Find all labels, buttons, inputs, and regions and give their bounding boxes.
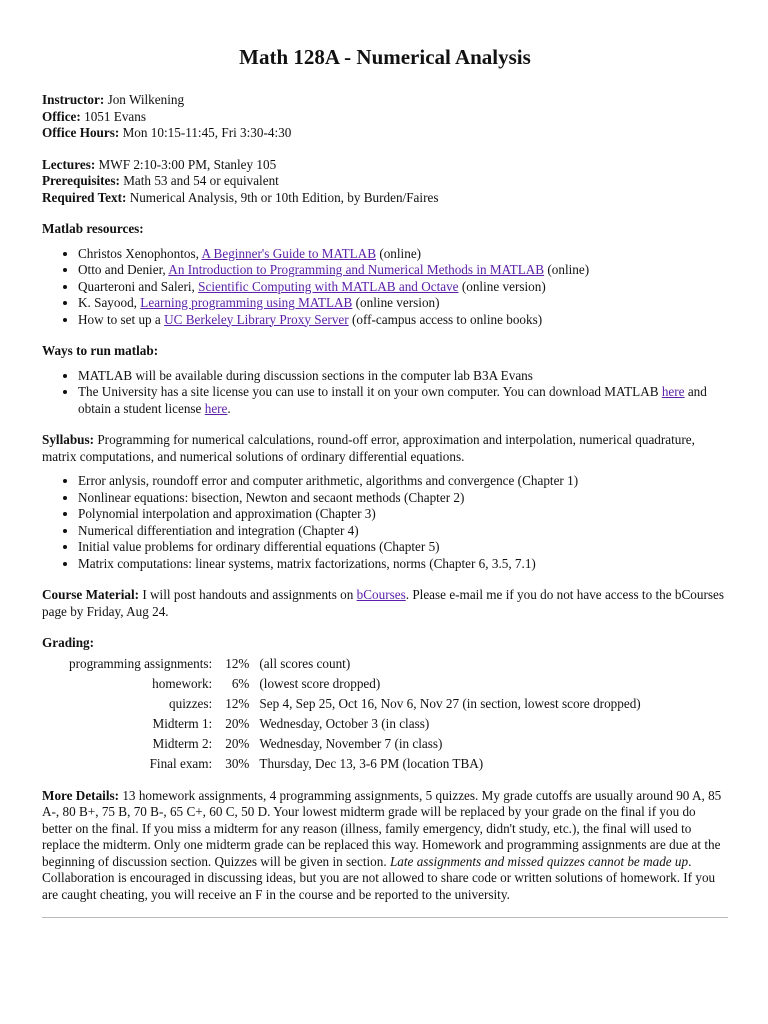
list-item: • The University has a site license you can use to install it on your own computer. You can download MATLAB here and obtain a student license here. [78,384,728,417]
learning-programming-link[interactable]: Learning programming using MATLAB [140,295,353,310]
scientific-computing-link[interactable]: Scientific Computing with MATLAB and Octave [198,278,459,294]
prerequisites-line: Prerequisites: Math 53 and 54 or equivalent [42,173,279,188]
grading-heading: Grading: [42,635,95,650]
library-proxy-link[interactable]: UC Berkeley Library Proxy Server [164,311,349,327]
matlab-resources-list [42,246,728,329]
more-details-paragraph: More Details: 13 homework assignments, 4 programming assignments, 5 quizzes. My grade cutoffs are usually around 90 A, 85 A-, 80 B+, 75 B, 70 B-, 65 C+, 60 C, 50 D. Your lowest midterm grade will be replaced by your grade on the final if you do better on the final. If you miss a midterm for any reason (illness, family emergency, didn't study, etc.), the final will used to replace the midterm. Only one midterm grade can be replaced this way. Homework and programming assignments are due at the beginning of discussion section. Quizzes will be given in section. Late assignments and missed quizzes cannot be made up. Collaboration is encouraged in discussing ideas, but you are not allowed to share code or written solutions of homework. If you are caught cheating, you will receive an F in the course and be reported to the university. [42,787,722,902]
list-item: • K. Sayood, Learning programming using MATLAB (online version) [78,295,728,312]
ways-to-run-heading: Ways to run matlab: [42,343,159,358]
syllabus-paragraph: Syllabus: Programming for numerical calculations, round-off error, approximation and interpolation, numerical quadrature, matrix computations, and numerical solutions of ordinary differential equations. [42,432,695,464]
bcourses-link[interactable]: bCourses [356,587,406,602]
office-line: Office: 1051 Evans [42,108,147,124]
instructor-info [42,92,728,142]
table-row: programming assignments: 12% (all scores count) [69,655,351,671]
list-item: • Matrix computations: linear systems, matrix factorizations, norms (Chapter 6, 3.5, 7.1) [78,556,728,573]
list-item: • Quarteroni and Saleri, Scientific Computing with MATLAB and Octave (online version) [78,279,728,296]
list-item: • Nonlinear equations: bisection, Newton and secaont methods (Chapter 2) [78,490,728,507]
table-row: quizzes: 12% Sep 4, Sep 25, Oct 16, Nov 6, Nov 27 (in section, lowest score dropped) [169,695,641,711]
table-row: homework: 6% (lowest score dropped) [152,675,381,691]
download-matlab-link[interactable]: here [661,384,685,399]
office-hours-line: Office Hours: Mon 10:15-11:45, Fri 3:30-4:30 [42,125,292,140]
ways-to-run-list [42,368,728,418]
page-title: Math 128A - Numerical Analysis [239,45,531,69]
list-item: • How to set up a UC Berkeley Library Proxy Server (off-campus access to online books) [78,312,728,329]
course-info [42,157,728,207]
intro-programming-link[interactable]: An Introduction to Programming and Numerical Methods in MATLAB [168,262,545,277]
student-license-link[interactable]: here [204,400,228,416]
course-material-paragraph: Course Material: I will post handouts and assignments on bCourses. Please e-mail me if you do not have access to the bCourses page by Friday, Aug 24. [42,587,724,619]
table-row: Midterm 1: 20% Wednesday, October 3 (in class) [152,715,430,731]
lectures-line: Lectures: MWF 2:10-3:00 PM, Stanley 105 [42,156,277,172]
list-item: • Polynomial interpolation and approximation (Chapter 3) [78,506,728,523]
table-row: Final exam: 30% Thursday, Dec 13, 3-6 PM (location TBA) [149,755,484,771]
list-item: • MATLAB will be available during discussion sections in the computer lab B3A Evans [78,368,728,385]
matlab-resources-heading: Matlab resources: [42,221,144,236]
beginners-guide-link[interactable]: A Beginner's Guide to MATLAB [201,245,377,261]
required-text-line: Required Text: Numerical Analysis, 9th or 10th Edition, by Burden/Faires [42,189,439,205]
grading-table [64,654,646,774]
list-item: • Otto and Denier, An Introduction to Programming and Numerical Methods in MATLAB (online) [78,262,728,279]
instructor-line: Instructor: Jon Wilkening [42,92,185,107]
list-item: • Initial value problems for ordinary differential equations (Chapter 5) [78,539,728,556]
table-row: Midterm 2: 20% Wednesday, November 7 (in class) [152,735,443,751]
list-item: • Christos Xenophontos, A Beginner's Guide to MATLAB (online) [78,246,728,263]
syllabus-list [42,473,728,572]
footer-divider [42,917,728,918]
list-item: • Numerical differentiation and integration (Chapter 4) [78,523,728,540]
list-item: • Error anlysis, roundoff error and computer arithmetic, algorithms and convergence (Chapter 1) [78,473,728,490]
